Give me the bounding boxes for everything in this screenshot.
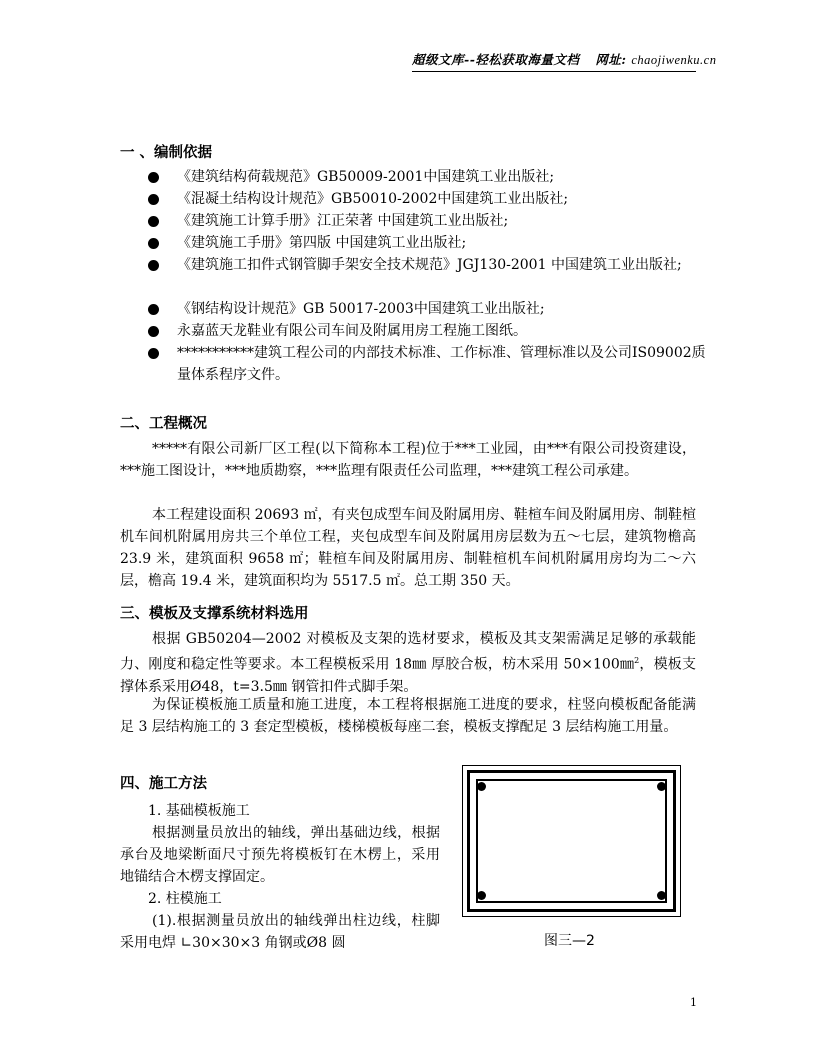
list-item: 永嘉蓝天龙鞋业有限公司车间及附属用房工程施工图纸。: [148, 320, 708, 342]
section-2-title: 二、工程概况: [120, 416, 207, 432]
section-4-paragraph-2: (1).根据测量员放出的轴线弹出柱边线，柱脚采用电焊 ∟30×30×3 角钢或Ø8 圆: [120, 913, 440, 951]
section-4-title: 四、施工方法: [120, 776, 207, 792]
header-site-name: 超级文库--轻松获取海量文档: [412, 52, 580, 67]
bullet-icon: [148, 238, 159, 249]
bullet-icon: [148, 348, 159, 359]
rebar-icon: [657, 891, 666, 900]
page-number: 1: [690, 996, 697, 1009]
list-item: 《建筑施工手册》第四版 中国建筑工业出版社;: [148, 232, 708, 254]
list-item: 《建筑施工计算手册》江正荣著 中国建筑工业出版社;: [148, 210, 708, 232]
figure-caption: 图三—2: [544, 933, 595, 949]
section-3-paragraph-1: 根据 GB50204—2002 对模板及支架的选材要求，模板及其支架需满足足够的承载能力、刚度和稳定性等要求。本工程模板采用 18㎜ 厚胶合板，枋木采用 50×100㎜$^2$，模板支撑体系采用Ø48，t=3.5㎜ 钢管扣件式脚手架。: [120, 631, 697, 695]
bullet-icon: [148, 216, 159, 227]
diagram-column-outline: [476, 779, 667, 903]
list-item: ***********建筑工程公司的内部技术标准、工作标准、管理标准以及公司IS09002质量体系程序文件。: [148, 342, 708, 386]
list-item: 《混凝土结构设计规范》GB50010-2002中国建筑工业出版社;: [148, 188, 708, 210]
section-3-title: 三、模板及支撑系统材料选用: [120, 606, 309, 622]
bullet-icon: [148, 304, 159, 315]
rebar-icon: [657, 782, 666, 791]
bullet-icon: [148, 326, 159, 337]
rebar-icon: [477, 782, 486, 791]
section-2-paragraph-2: 本工程建设面积 20693 ㎡，有夹包成型车间及附属用房、鞋楦车间及附属用房、制鞋楦机车间机附属用房共三个单位工程，夹包成型车间及附属用房层数为五～七层，建筑物檐高 23.9 米，建筑面积 9658 ㎡；鞋楦车间及附属用房、制鞋楦机车间机附属用房均为二～六层，檐高 19.4 米，建筑面积均为 5517.5 ㎡。总工期 350 天。: [120, 507, 696, 589]
section-4-subheading-2: 2. 柱模施工: [148, 891, 222, 907]
list-item: 《建筑施工扣件式钢管脚手架安全技术规范》JGJ130-2001 中国建筑工业出版社;: [148, 254, 708, 276]
bullet-icon: [148, 172, 159, 183]
header-url-label: 网址:: [595, 52, 627, 67]
list-item: 《钢结构设计规范》GB 50017-2003中国建筑工业出版社;: [148, 298, 708, 320]
section-3-paragraph-2: 为保证模板施工质量和施工进度，本工程将根据施工进度的要求，柱竖向模板配备能满足 3 层结构施工的 3 套定型模板，楼梯模板每座二套，模板支撑配足 3 层结构施工用量。: [120, 697, 696, 735]
bullet-icon: [148, 194, 159, 205]
bullet-icon: [148, 260, 159, 271]
section-4-subheading-1: 1. 基础模板施工: [148, 803, 250, 819]
header-url[interactable]: chaojiwenku.cn: [631, 53, 717, 67]
section-1-title: 一 、编制依据: [120, 145, 213, 161]
rebar-icon: [477, 891, 486, 900]
column-formwork-diagram: [462, 765, 681, 917]
section-4-paragraph-1: 根据测量员放出的轴线，弹出基础边线，根据承台及地梁断面尺寸预先将模板钉在木楞上，采用地锚结合木楞支撑固定。: [120, 825, 440, 885]
page-header: [412, 50, 717, 72]
section-2-paragraph-1: *****有限公司新厂区工程(以下简称本工程)位于***工业园，由***有限公司投资建设，***施工图设计，***地质勘察，***监理有限责任公司监理，***建筑工程公司承建。: [120, 441, 696, 479]
list-item: 《建筑结构荷载规范》GB50009-2001中国建筑工业出版社;: [148, 166, 708, 188]
